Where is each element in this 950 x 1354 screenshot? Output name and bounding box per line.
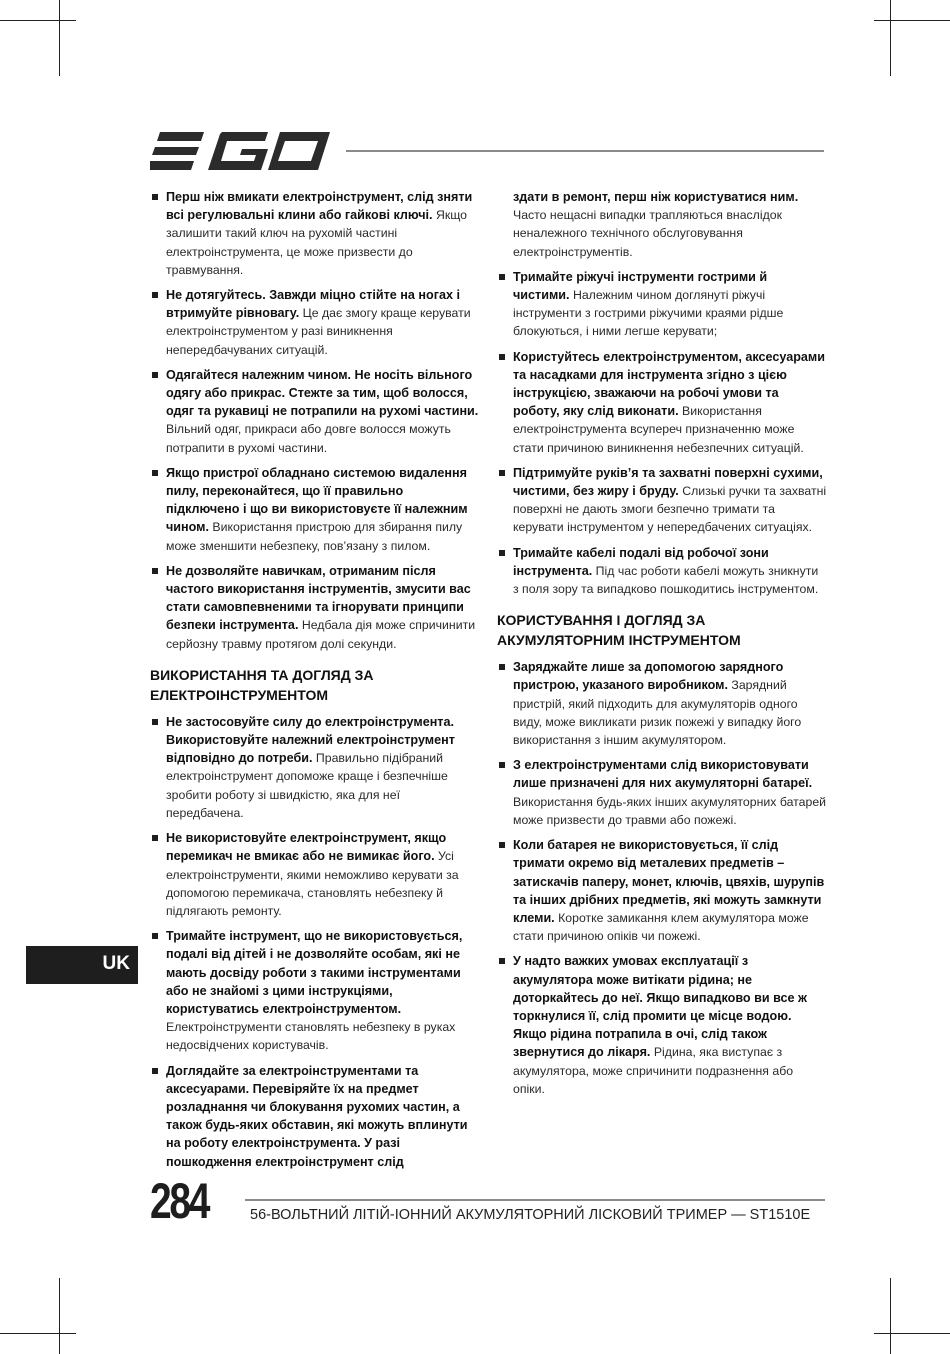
section-heading-power-tool-use: ВИКОРИСТАННЯ ТА ДОГЛЯД ЗА ЕЛЕКТРОІНСТРУМЕНТОМ bbox=[150, 666, 374, 703]
crop-mark-bottom-right-h bbox=[874, 1333, 950, 1334]
crop-mark-top-left-h bbox=[0, 20, 76, 21]
safety-list-tool-use bbox=[150, 713, 480, 1171]
square-bullet-icon bbox=[152, 372, 158, 378]
left-column bbox=[150, 188, 480, 1178]
list-item: Одягайтеся належним чином. Не носіть вільного одягу або прикрас. Стежте за тим, щоб волосся, одяг та рукавиці не потрапили на рухомі частини. Вільний одяг, прикраси або довге волосся можуть потрапити в рухомі частини. bbox=[150, 366, 480, 457]
list-item: Коли батарея не використовується, її слід тримати окремо від металевих предметів – затискачів паперу, монет, ключів, цвяхів, шурупів та інших дрібних предметів, які можуть замкнути клеми. Коротке замикання клем акумулятора може стати причиною опіків чи пожежі. bbox=[497, 836, 827, 945]
ego-logo bbox=[150, 130, 332, 172]
footer-rule bbox=[245, 1199, 825, 1201]
safety-list-tool-use-continued bbox=[497, 188, 827, 598]
safety-list-personal bbox=[150, 188, 480, 653]
square-bullet-icon bbox=[152, 470, 158, 476]
square-bullet-icon bbox=[152, 933, 158, 939]
square-bullet-icon bbox=[499, 664, 505, 670]
list-item: Не дотягуйтесь. Завжди міцно стійте на ногах і втримуйте рівновагу. Це дає змогу краще керувати електроінструментом у разі виникнення непередбачуваних ситуацій. bbox=[150, 286, 480, 359]
square-bullet-icon bbox=[152, 568, 158, 574]
list-item: Не застосовуйте силу до електроінструмента. Використовуйте належний електроінструмент відповідно до потреби. Правильно підібраний електроінструмент допоможе краще і безпечніше зробити роботу зі швидкістю, яка для неї передбачена. bbox=[150, 713, 480, 822]
list-item: Не дозволяйте навичкам, отриманим після частого використання інструментів, змусити вас стати самовпевненими та ігнорувати принципи безпеки інструмента. Недбала дія може спричинити серйозну травму протягом долі секунди. bbox=[150, 562, 480, 653]
list-item: Заряджайте лише за допомогою зарядного пристрою, указаного виробником. Зарядний пристрій, який підходить для акумуляторів одного виду, може викликати ризик пожежі у випадку його використання з іншим акумулятором. bbox=[497, 658, 827, 749]
list-item: У надто важких умовах експлуатації з акумулятора може витікати рідина; не доторкайтесь до неї. Якщо випадково ви все ж торкнулися її, слід промити це місце водою. Якщо рідина потрапила в очі, слід також звернутися до лікаря. Рідина, яка виступає з акумулятора, може спричинити подразнення або опіки. bbox=[497, 952, 827, 1098]
list-item-continuation: здати в ремонт, перш ніж користуватися ним. Часто нещасні випадки трапляються внаслідок неналежного технічного обслуговування електроінструментів. bbox=[513, 190, 799, 259]
crop-mark-top-right-h bbox=[874, 20, 950, 21]
square-bullet-icon bbox=[499, 550, 505, 556]
list-item: Перш ніж вмикати електроінструмент, слід зняти всі регулювальні клини або гайкові ключі. Якщо залишити такий ключ на рухомій частині електроінструмента, це може призвести до травмування. bbox=[150, 188, 480, 279]
square-bullet-icon bbox=[152, 194, 158, 200]
square-bullet-icon bbox=[152, 292, 158, 298]
square-bullet-icon bbox=[499, 958, 505, 964]
crop-mark-top-right-v bbox=[890, 0, 891, 76]
footer-title: 56-ВОЛЬТНИЙ ЛІТІЙ-ІОННИЙ АКУМУЛЯТОРНИЙ ЛІСКОВИЙ ТРИМЕР — ST1510E bbox=[250, 1207, 811, 1223]
list-item: Доглядайте за електроінструментами та аксесуарами. Перевіряйте їх на предмет розладнання чи блокування рухомих частин, а також будь-яких обставин, які можуть вплинути на роботу електроінструмента. У разі пошкодження електроінструмент слід bbox=[150, 1062, 480, 1171]
crop-mark-bottom-left-h bbox=[0, 1333, 76, 1334]
list-item: Не використовуйте електроінструмент, якщо перемикач не вмикає або не вимикає його. Усі електроінструменти, якими неможливо керувати за допомогою перемикача, становлять небезпеку й підлягають ремонту. bbox=[150, 829, 480, 920]
list-item: Підтримуйте руків’я та захватні поверхні сухими, чистими, без жиру і бруду. Слизькі ручки та захватні поверхні не дають змоги безпечно тримати та керувати інструментом у непередбачених ситуаціях. bbox=[497, 464, 827, 537]
square-bullet-icon bbox=[152, 835, 158, 841]
list-item: Якщо пристрої обладнано системою видалення пилу, переконайтеся, що її правильно підключено і що ви використовуєте її належним чином. Використання пристрою для збирання пилу може зменшити небезпеку, пов’язану з пилом. bbox=[150, 464, 480, 555]
list-item: Тримайте кабелі подалі від робочої зони інструмента. Під час роботи кабелі можуть зникнути з поля зору та випадково пошкодитись інструментом. bbox=[497, 544, 827, 599]
list-item: Тримайте ріжучі інструменти гострими й чистими. Належним чином доглянуті ріжучі інструменти з гострими ріжучими краями рідше блокуються, і ними легше керувати; bbox=[497, 268, 827, 341]
crop-mark-bottom-left-v bbox=[59, 1278, 60, 1354]
list-item: Тримайте інструмент, що не використовується, подалі від дітей і не дозволяйте особам, які не мають досвіду роботи з такими інструментами або не знайомі з цими інструкціями, користуватись електроінструментом. Електроінструменти становлять небезпеку в руках недосвідчених користувачів. bbox=[150, 927, 480, 1054]
list-item: Користуйтесь електроінструментом, аксесуарами та насадками для інструмента згідно з цією інструкцією, зважаючи на робочі умови та роботу, яку слід виконати. Використання електроінструмента всупереч призначенню може стати причиною виникнення небезпечних ситуацій. bbox=[497, 348, 827, 457]
right-column bbox=[497, 188, 827, 1105]
square-bullet-icon bbox=[499, 274, 505, 280]
square-bullet-icon bbox=[152, 1068, 158, 1074]
list-item: З електроінструментами слід використовувати лише призначені для них акумуляторні батареї. Використання будь-яких інших акумуляторних батарей може призвести до травми або пожежі. bbox=[497, 756, 827, 829]
safety-list-battery bbox=[497, 658, 827, 1098]
square-bullet-icon bbox=[499, 354, 505, 360]
square-bullet-icon bbox=[152, 719, 158, 725]
section-heading-battery-tool-use: КОРИСТУВАННЯ І ДОГЛЯД ЗА АКУМУЛЯТОРНИМ ІНСТРУМЕНТОМ bbox=[497, 612, 741, 649]
header-rule bbox=[346, 150, 824, 152]
crop-mark-bottom-right-v bbox=[890, 1278, 891, 1354]
language-tab-label: UK bbox=[102, 953, 130, 974]
language-tab bbox=[26, 946, 138, 984]
square-bullet-icon bbox=[499, 842, 505, 848]
page-number: 284 bbox=[150, 1173, 209, 1229]
square-bullet-icon bbox=[499, 762, 505, 768]
square-bullet-icon bbox=[499, 470, 505, 476]
crop-mark-top-left-v bbox=[59, 0, 60, 76]
